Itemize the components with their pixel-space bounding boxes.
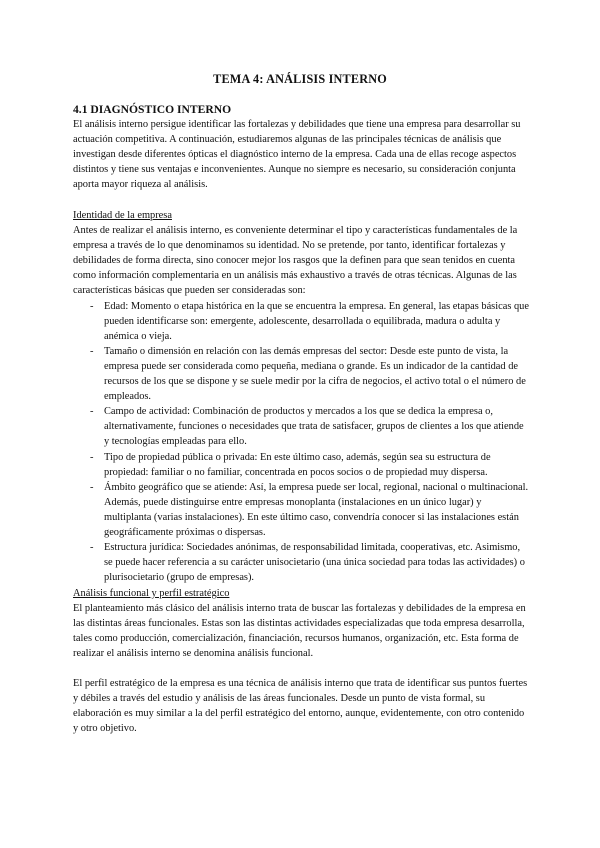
list-item-text: Ámbito geográfico que se atiende: Así, la empresa puede ser local, regional, nacional o multinacional. Además, puede distinguirse entre empresas monoplanta (instalaciones en un único lugar) y multiplanta (varias instalaciones). En este último caso, convendría conocer si las instalaciones están geográficamente próximas o dispersas.: [104, 481, 529, 538]
identidad-paragraph: Antes de realizar el análisis interno, es conveniente determinar el tipo y características fundamentales de la empresa a través de lo que denominamos su identidad. No se pretende, por tanto, identificar fortalezas y debilidades de forma directa, sino conocer mejor los rasgos que la definen para que sean tenidos en cuenta como información complementaria en un análisis más exhaustivo a través de otras técnicas. Algunas de las características básicas que pueden ser consideradas son:: [73, 225, 518, 297]
section-heading: 4.1 DIAGNÓSTICO INTERNO: [73, 103, 232, 116]
bullet-dash: -: [90, 300, 94, 312]
funcional-paragraph-1: El planteamiento más clásico del análisis interno trata de buscar las fortalezas y debilidades de la empresa en las distintas áreas funcionales. Estas son las distintas actividades especializadas que toda empresa desarrolla, tales como producción, comercialización, financiación, recursos humanos, organización, etc. Esta forma de realizar el análisis interno se denomina análisis funcional.: [73, 603, 526, 660]
page-title: TEMA 4: ANÁLISIS INTERNO: [213, 72, 387, 86]
list-item: [73, 404, 531, 449]
bullet-dash: -: [90, 481, 94, 493]
subsection-heading-funcional: Análisis funcional y perfil estratégico: [73, 588, 230, 599]
list-item-text: Tamaño o dimensión en relación con las demás empresas del sector: Desde este punto de vista, la empresa puede ser considerada como pequeña, mediana o grande. Es un indicador de la cantidad de recursos de los que se dispone y se suele medir por la cifra de negocios, el activo total o el número de empleados.: [104, 345, 526, 403]
section-identidad: [73, 208, 531, 585]
subsection-heading-identidad: Identidad de la empresa: [73, 210, 172, 221]
funcional-paragraph-2: El perfil estratégico de la empresa es una técnica de análisis interno que trata de identificar sus puntos fuertes y débiles a través del estudio y análisis de las áreas funcionales. Desde un punto de vista formal, su elaboración es muy similar a la del perfil estratégico del entorno, aunque, evidentemente, con otro contenido y otro objetivo.: [73, 678, 528, 735]
list-item-text: Campo de actividad: Combinación de productos y mercados a los que se dedica la empresa o, alternativamente, funciones o necesidades que trata de satisfacer, grupos de clientes a los que atiende y tecnologías empleadas para ello.: [104, 406, 524, 448]
list-item: [73, 344, 531, 404]
bullet-dash: -: [90, 345, 94, 357]
bullet-dash: -: [90, 451, 94, 463]
list-item-text: Tipo de propiedad pública o privada: En este último caso, además, según sea su estructura de propiedad: familiar o no familiar, concentrada en pocos socios o de propiedad muy dispersa.: [104, 451, 491, 478]
list-item-text: Edad: Momento o etapa histórica en la que se encuentra la empresa. En general, las etapas básicas que pueden identificarse son: emergente, adolescente, desarrollada o equilibrada, madura o adulta y anémica o vieja.: [104, 300, 529, 342]
characteristics-list: [73, 299, 531, 586]
section-funcional: [73, 586, 531, 661]
list-item: [73, 450, 531, 480]
list-item: [73, 540, 531, 585]
bullet-dash: -: [90, 542, 94, 554]
section-diagnostico: [73, 102, 531, 193]
section-paragraph: El análisis interno persigue identificar las fortalezas y debilidades que tiene una empresa para desarrollar su actuación competitiva. A continuación, estudiaremos algunas de las principales técnicas de análisis que investigan desde diferentes ópticas el diagnóstico interno de la empresa. Cada una de ellas recoge aspectos distintos y tiene sus ventajas e inconvenientes. Aunque no siempre es necesario, su consideración conjunta aporta mayor riqueza al análisis.: [73, 119, 521, 191]
list-item: [73, 299, 531, 344]
list-item: [73, 480, 531, 540]
list-item-text: Estructura jurídica: Sociedades anónimas, de responsabilidad limitada, cooperativas, etc. Asimismo, se puede hacer referencia a su carácter unisocietario (una única sociedad para todas las actividades) o plurisocietario (grupo de empresas).: [104, 542, 525, 584]
bullet-dash: -: [90, 406, 94, 418]
section-perfil: [73, 676, 531, 736]
